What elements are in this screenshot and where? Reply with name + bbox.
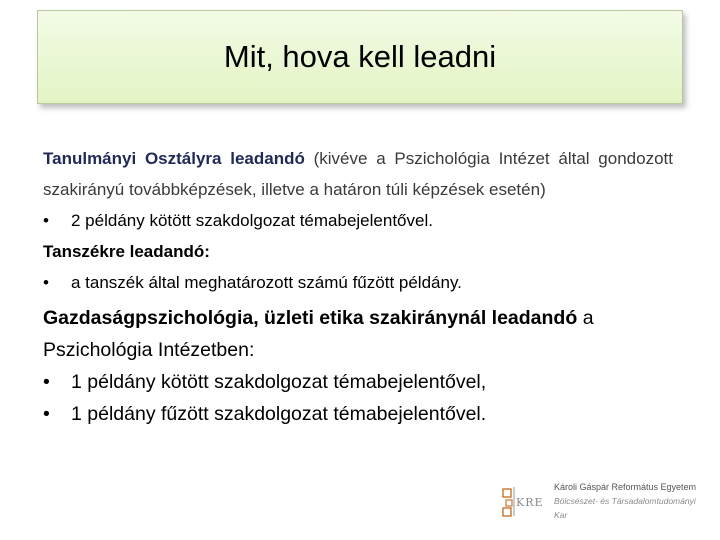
bullet-icon: • [43, 273, 49, 292]
section3-heading-rest: a Pszichológia Intézetben: [43, 307, 594, 361]
logo-line-2: Bölcsészet- és Társadalomtudományi Kar [554, 496, 696, 520]
bullet-icon: • [43, 371, 50, 393]
section3-heading-bold: Gazdaságpszichológia, üzleti etika szakiránynál leadandó [43, 307, 578, 329]
svg-text:KRE: KRE [516, 496, 544, 509]
list-item [43, 267, 673, 298]
title-box [37, 10, 683, 104]
slide-content [43, 143, 673, 430]
university-logo [502, 482, 702, 520]
bullet-icon: • [43, 211, 49, 230]
kre-logo-icon [502, 484, 548, 518]
logo-text [554, 480, 702, 522]
list-item [43, 205, 673, 236]
logo-line-1: Károli Gáspár Református Egyetem [554, 482, 697, 492]
section1-paragraph [43, 143, 673, 205]
section3-heading [43, 302, 673, 366]
bullet-icon: • [43, 403, 50, 425]
list-item [43, 398, 673, 430]
list-item-text: a tanszék által meghatározott számú fűzött példány. [71, 273, 462, 292]
section1-note: (kivéve a Pszichológia Intézet által gondozott szakirányú továbbképzések, illetve a határon túli képzések esetén) [43, 149, 673, 199]
section1-lead: Tanulmányi Osztályra leadandó [43, 149, 305, 168]
list-item-text: 2 példány kötött szakdolgozat témabejelentővel. [71, 211, 433, 230]
section2-heading: Tanszékre leadandó: [43, 242, 210, 261]
list-item-text: 1 példány fűzött szakdolgozat témabejelentővel. [71, 403, 487, 425]
list-item-text: 1 példány kötött szakdolgozat témabejelentővel, [71, 371, 487, 393]
section3 [43, 302, 673, 430]
slide-title: Mit, hova kell leadni [223, 39, 497, 74]
list-item [43, 366, 673, 398]
